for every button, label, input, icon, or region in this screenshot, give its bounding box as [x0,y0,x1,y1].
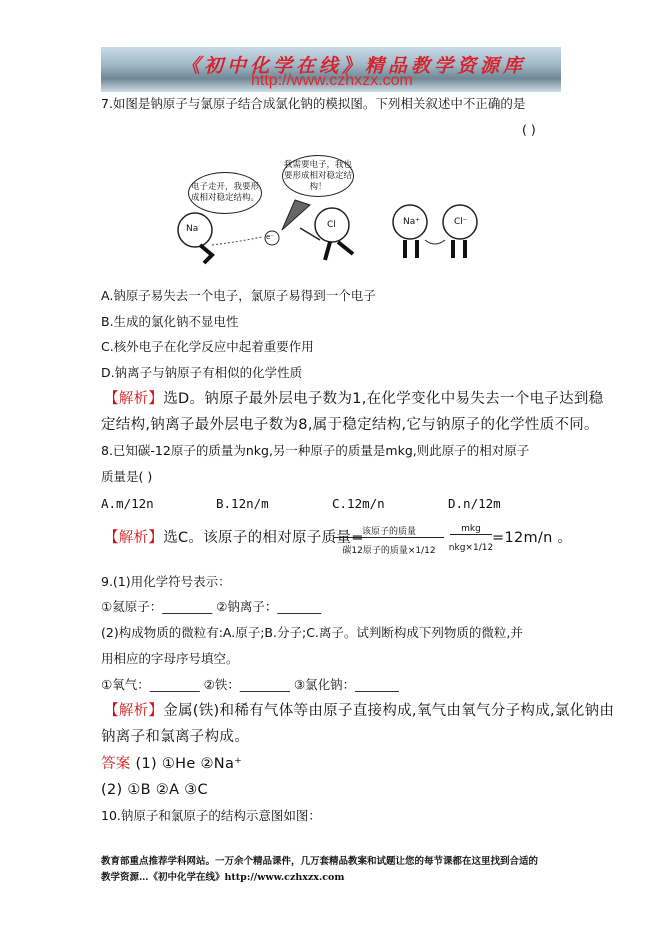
q7-stem: 7.如图是钠原子与氯原子结合成氯化钠的模拟图。下列相关叙述中不正确的是 [101,96,526,111]
fraction1-numerator: 该原子的质量 [334,524,444,538]
q8-option-c: C.12m/n [332,496,385,511]
answer-part1: (1) ①He ②Na⁺ [135,756,243,772]
speech-bubble-na: 电子走开，我要形成相对稳定结构。 [188,172,262,214]
na-ion-label: Na⁺ [403,217,420,227]
analysis-text: 金属(铁)和稀有气体等由原子直接构成,氧气由氧气分子构成,氯化钠由 [163,703,615,719]
q7-option-b: B.生成的氯化钠不显电性 [101,314,239,329]
q7-analysis-line2: 定结构,钠离子最外层电子数为8,属于稳定结构,它与钠原子的化学性质不同。 [101,417,599,433]
footer-line2: 教学资源…《初中化学在线》http://www.czhxzx.com [101,872,345,883]
q8-option-a: A.m/12n [101,496,154,511]
electron-label: e⁻ [266,233,275,241]
banner-url: http://www.czhxzx.com [251,72,413,89]
q7-option-d: D.钠离子与钠原子有相似的化学性质 [101,365,303,380]
analysis-label: 【解析】 [104,703,164,719]
q9-answer-part2: (2) ①B ②A ③C [101,782,208,798]
analysis-label: 【解析】 [104,391,164,407]
q10-stem: 10.钠原子和氯原子的结构示意图如图： [101,808,321,823]
q7-option-c: C.核外电子在化学反应中起着重要作用 [101,339,314,354]
q9-part2-items: ①氧气：________ ②铁：________ ③氯化钠：_______ [101,677,399,692]
fraction1-denominator: 碳12原子的质量×1/12 [342,546,436,556]
q9-analysis [104,703,614,719]
q8-stem-line2: 质量是( ) [101,469,153,484]
answer-label: 答案 [101,756,131,772]
q7-option-a: A.钠原子易失去一个电子，氯原子易得到一个电子 [101,288,376,303]
q8-option-b: B.12n/m [216,496,269,511]
q7-analysis [104,391,604,407]
q8-stem: 8.已知碳-12原子的质量为nkg,另一种原子的质量是mkg,则此原子的相对原子 [101,443,530,458]
speech-bubble-cl: 我需要电子，我也要形成相对稳定结构！ [282,155,354,197]
q9-answer [101,756,242,772]
cl-label: Cl [327,220,336,230]
site-banner [101,47,561,92]
answer-bracket: ( ) [522,122,536,137]
banner-title: 《初中化学在线》精品教学资源库 [181,55,527,77]
q9-part2: (2)构成物质的微粒有:A.原子;B.分子;C.离子。试判断构成下列物质的微粒,并 [101,625,523,640]
analysis-text: 选C。该原子的相对原子质量= [163,530,364,546]
q7-figure [170,150,490,275]
cl-ion-label: Cl⁻ [454,217,468,227]
q8-result: =12m/n 。 [492,530,573,546]
q9-analysis-line2: 钠离子和氯离子构成。 [101,729,249,745]
analysis-text: 选D。钠原子最外层电子数为1,在化学变化中易失去一个电子达到稳 [163,391,604,407]
fraction2-denominator: nkg×1/12 [448,543,494,553]
na-label: Na [186,224,199,234]
q8-option-d: D.n/12m [448,496,501,511]
analysis-label: 【解析】 [104,530,164,546]
q9-part1-items: ①氦原子：________ ②钠离子：_______ [101,599,322,614]
q9-part2-line2: 用相应的字母序号填空。 [101,651,239,666]
fraction2-numerator: mkg [450,524,492,535]
q9-part1: 9.(1)用化学符号表示： [101,574,231,589]
footer-line1: 教育部重点推荐学科网站。一万余个精品课件，几万套精品教案和试题让您的每节课都在这里找到合适的 [101,856,539,867]
q8-analysis [104,530,364,546]
atom-cartoon-icon [170,150,490,275]
